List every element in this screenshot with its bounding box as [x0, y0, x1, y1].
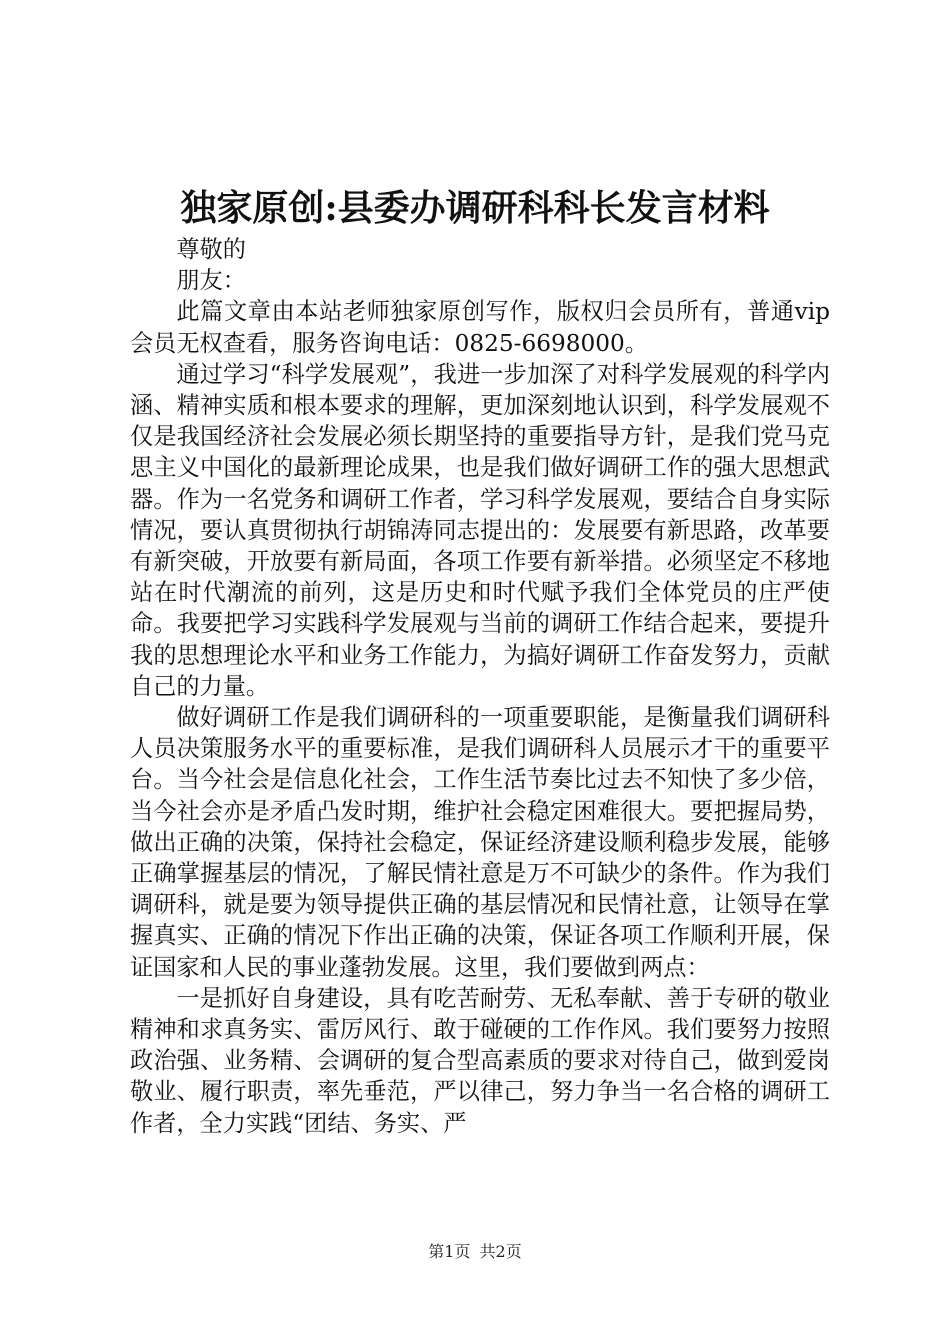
- body-paragraph: 做好调研工作是我们调研科的一项重要职能，是衡量我们调研科人员决策服务水平的重要标准，是我们调研科人员展示才干的重要平台。当今社会是信息化社会，工作生活节奏比过去不知快了多少倍，当今社会亦是矛盾凸发时期，维护社会稳定困难很大。要把握局势，做出正确的决策，保持社会稳定，保证经济建设顺利稳步发展，能够正确掌握基层的情况，了解民情社意是万不可缺少的条件。作为我们调研科，就是要为领导提供正确的基层情况和民情社意，让领导在掌握真实、正确的情况下作出正确的决策，保证各项工作顺利开展，保证国家和人民的事业蓬勃发展。这里，我们要做到两点：: [130, 704, 830, 981]
- body-paragraph: 通过学习“科学发展观”，我进一步加深了对科学发展观的科学内涵、精神实质和根本要求的理解，更加深刻地认识到，科学发展观不仅是我国经济社会发展必须长期坚持的重要指导方针，是我们党马克思主义中国化的最新理论成果，也是我们做好调研工作的强大思想武器。作为一名党务和调研工作者，学习科学发展观，要结合自身实际情况，要认真贯彻执行胡锦涛同志提出的：发展要有新思路，改革要有新突破，开放要有新局面，各项工作要有新举措。必须坚定不移地站在时代潮流的前列，这是历史和时代赋予我们全体党员的庄严使命。我要把学习实践科学发展观与当前的调研工作结合起来，要提升我的思想理论水平和业务工作能力，为搞好调研工作奋发努力，贡献自己的力量。: [130, 360, 830, 700]
- document-body: [130, 234, 830, 1139]
- body-paragraph: 一是抓好自身建设，具有吃苦耐劳、无私奉献、善于专研的敬业精神和求真务实、雷厉风行、敢于碰硬的工作作风。我们要努力按照政治强、业务精、会调研的复合型高素质的要求对待自己，做到爱岗敬业、履行职责，率先垂范，严以律己，努力争当一名合格的调研工作者，全力实践“团结、务实、严: [130, 984, 830, 1137]
- page-footer: [0, 1240, 950, 1264]
- salutation-line-1: 尊敬的: [176, 236, 246, 263]
- salutation-line-2: 朋友：: [176, 267, 246, 295]
- page-number: 第1页: [428, 1242, 471, 1261]
- copyright-notice-paragraph: 此篇文章由本站老师独家原创写作，版权归会员所有，普通vip会员无权查看，服务咨询电话：0825-6698000。: [130, 298, 830, 357]
- page-total: 共2页: [479, 1242, 522, 1261]
- document-title: 独家原创:县委办调研科科长发言材料: [180, 187, 770, 229]
